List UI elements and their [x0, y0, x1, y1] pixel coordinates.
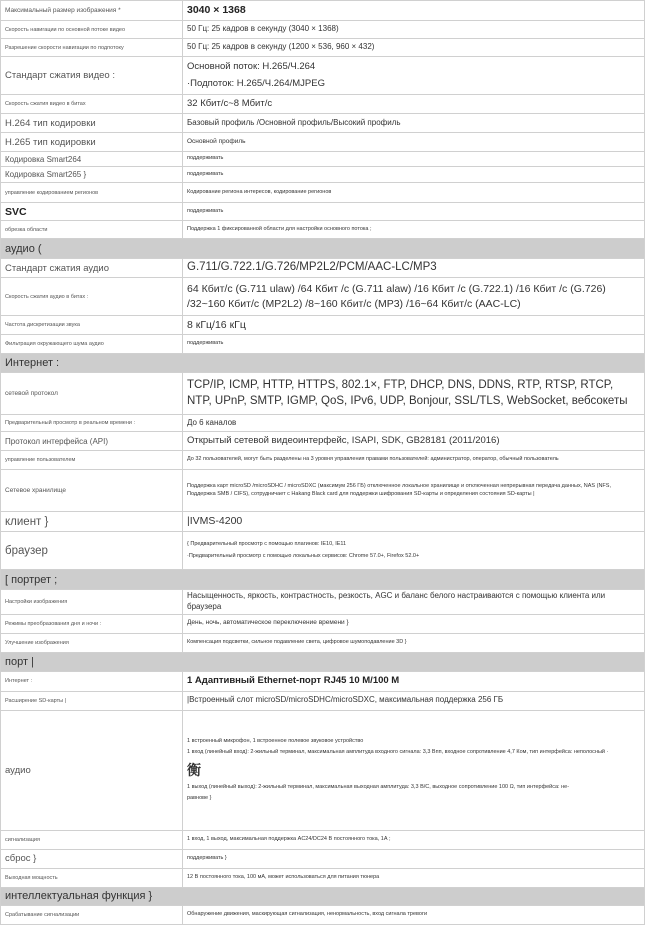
spec-value-line: До 6 каналов [187, 417, 237, 427]
spec-value-line: Обнаружение движения, маскирующая сигнализация, ненормальность, вход сигнала тревоги [187, 910, 428, 917]
spec-value-line: 1 встроенный микрофон, 1 встроенное полевое звуковое устройство [187, 737, 364, 744]
spec-value [183, 432, 645, 451]
spec-row [1, 57, 645, 95]
spec-value [183, 152, 645, 167]
spec-label: H.264 тип кодировки [1, 114, 183, 133]
spec-value-line: { Предварительный просмотр с помощью плагинов: IE10, IE11 [187, 541, 347, 548]
spec-value [183, 512, 645, 532]
spec-label: H.265 тип кодировки [1, 133, 183, 152]
spec-label: Стандарт сжатия видео : [1, 57, 183, 95]
section-title: интеллектуальная функция } [1, 887, 645, 905]
spec-label: SVC [1, 203, 183, 221]
spec-label: Выходная мощность [1, 868, 183, 887]
spec-row [1, 316, 645, 335]
spec-row [1, 133, 645, 152]
spec-value-line: G.711/G.722.1/G.726/MP2L2/PCM/AAC-LC/MP3 [187, 261, 437, 274]
spec-value [183, 830, 645, 849]
spec-value [183, 221, 645, 239]
spec-label: Фильтрация окружающего шума аудио [1, 335, 183, 354]
spec-row [1, 1, 645, 21]
spec-value [183, 691, 645, 710]
spec-label: Сетевое хранилище [1, 470, 183, 512]
spec-value [183, 710, 645, 830]
spec-row [1, 614, 645, 633]
spec-value [183, 633, 645, 652]
spec-row [1, 905, 645, 924]
spec-value-line: поддерживать } [187, 854, 227, 861]
spec-value [183, 21, 645, 39]
spec-value [183, 849, 645, 868]
spec-label: управление пользователем [1, 451, 183, 470]
spec-row [1, 39, 645, 57]
spec-label: аудио [1, 710, 183, 830]
spec-row [1, 470, 645, 512]
spec-row [1, 415, 645, 432]
spec-value [183, 183, 645, 203]
spec-value-line: 12 В постоянного тока, 100 мА, может использоваться для питания тюнера [187, 873, 380, 880]
spec-value-line: поддерживать [187, 207, 224, 214]
spec-value [183, 95, 645, 114]
spec-value-line: 1 выход (линейный выход): 2-жильный терминал, максимальная выходная амплитуда: 3,3 В/С, выходное сопротивление 100 Ω, тип интерфейса: не- [187, 783, 570, 790]
section-header-row [1, 239, 645, 259]
spec-value [183, 671, 645, 691]
spec-value-line: поддерживать [187, 170, 224, 177]
spec-label: Расширение SD-карты | [1, 691, 183, 710]
spec-label: сброс } [1, 849, 183, 868]
spec-row [1, 183, 645, 203]
spec-value-line: поддерживать [187, 340, 224, 347]
spec-value [183, 470, 645, 512]
spec-value [183, 614, 645, 633]
spec-label: управление кодированием регионов [1, 183, 183, 203]
spec-value-line: ·Подпоток: H.265/Ч.264/MJPEG [187, 77, 325, 89]
spec-label: Настройки изображения [1, 590, 183, 615]
spec-label: Кодировка Smart265 } [1, 167, 183, 183]
spec-row [1, 633, 645, 652]
spec-value [183, 114, 645, 133]
spec-label: Режимы преобразования дня и ночи : [1, 614, 183, 633]
spec-value-line: TCP/IP, ICMP, HTTP, HTTPS, 802.1×, FTP, DHCP, DNS, DDNS, RTP, RTSP, RTCP, NTP, UPnP, SMTP, IGMP, QoS, IPv6, UDP, Bonjour, SSL/TLS, WebSocket, вебсокеты [187, 378, 628, 407]
spec-value-line: 50 Гц: 25 кадров в секунду (3040 × 1368) [187, 24, 339, 34]
spec-value-line: День, ночь, автоматическое переключение времени } [187, 619, 349, 627]
spec-value [183, 278, 645, 316]
spec-symbol: 衡 [187, 761, 201, 778]
spec-row [1, 671, 645, 691]
spec-value-line: равнове } [187, 795, 212, 802]
section-header-row [1, 354, 645, 373]
spec-row [1, 152, 645, 167]
spec-value-line: Открытый сетевой видеоинтерфейс, ISAPI, SDK, GB28181 (2011/2016) [187, 434, 500, 446]
spec-row [1, 221, 645, 239]
spec-row [1, 830, 645, 849]
spec-row [1, 532, 645, 570]
spec-row [1, 21, 645, 39]
spec-value [183, 905, 645, 924]
spec-label: сетевой протокол [1, 373, 183, 415]
spec-value-line: Базовый профиль /Основной профиль/Высокий профиль [187, 117, 401, 127]
spec-value [183, 373, 645, 415]
spec-label: Скорость сжатия аудио в битах : [1, 278, 183, 316]
spec-label: браузер [1, 532, 183, 570]
spec-value-line: |IVMS-4200 [187, 515, 243, 528]
spec-value-line: Поддержка карт microSD /microSDHC / microSDXC (максимум 256 ГБ) отключенное локальное хранилище и отключенная непрерывная передача данных, NAS (NFS, Поддержка SMB / CIFS), сотрудничает с Hakang Black card для поддержки шифрования SD-карты и определения состояния SD-карты | [187, 483, 611, 497]
spec-value [183, 167, 645, 183]
spec-value-line: 1 Адаптивный Ethernet-порт RJ45 10 M/100 M [187, 674, 400, 686]
section-title: аудио ( [1, 239, 645, 259]
spec-label: Скорость сжатия видео в битах [1, 95, 183, 114]
section-title: Интернет : [1, 354, 645, 373]
spec-value-line: 3040 × 1368 [187, 4, 246, 17]
spec-label: Стандарт сжатия аудио [1, 259, 183, 278]
spec-value-line: ·Предварительный просмотр с помощью локальных сервисов: Chrome 57.0+, Firefox 52.0+ [187, 552, 420, 559]
spec-row [1, 167, 645, 183]
spec-value [183, 415, 645, 432]
spec-value-line: Основной поток: H.265/Ч.264 [187, 60, 316, 72]
spec-row [1, 710, 645, 830]
spec-row [1, 432, 645, 451]
spec-label: сигнализация [1, 830, 183, 849]
section-title: порт | [1, 652, 645, 671]
section-header-row [1, 887, 645, 905]
spec-value-line: 1 вход, 1 выход, максимальная поддержка AC24/DC24 В постоянного тока, 1А ; [187, 835, 391, 842]
spec-label: Улучшение изображения [1, 633, 183, 652]
spec-value [183, 532, 645, 570]
spec-label: Предварительный просмотр в реальном времени : [1, 415, 183, 432]
spec-row [1, 373, 645, 415]
spec-label: Разрешение скорости навигации по подпотоку [1, 39, 183, 57]
spec-value [183, 590, 645, 615]
spec-label: Частота дискретизации звука [1, 316, 183, 335]
spec-label: Интернет : [1, 671, 183, 691]
spec-row [1, 590, 645, 615]
spec-value-line: Насыщенность, яркость, контрастность, резкость, AGC и баланс белого настраиваются с помощью клиента или браузера [187, 591, 606, 611]
spec-row [1, 868, 645, 887]
section-title: [ портрет ; [1, 570, 645, 590]
spec-value [183, 259, 645, 278]
spec-label: Срабатывание сигнализации [1, 905, 183, 924]
spec-value-line: 8 кГц/16 кГц [187, 318, 246, 331]
spec-row [1, 451, 645, 470]
spec-value-line: 32 Кбит/с~8 Мбит/с [187, 97, 273, 109]
spec-row [1, 335, 645, 354]
spec-value [183, 1, 645, 21]
spec-value-line: Кодирование региона интересов, кодирование регионов [187, 188, 332, 195]
spec-value-line: До 32 пользователей, могут быть разделены на 3 уровня управления правами пользователей: администратор, оператор, обычный пользователь [187, 456, 559, 463]
spec-row [1, 95, 645, 114]
spec-value [183, 451, 645, 470]
spec-label: Максимальный размер изображения * [1, 1, 183, 21]
spec-value [183, 868, 645, 887]
spec-row [1, 512, 645, 532]
spec-table-body [1, 1, 645, 925]
spec-value [183, 39, 645, 57]
spec-label: клиент } [1, 512, 183, 532]
spec-label: обрезка области [1, 221, 183, 239]
spec-row [1, 259, 645, 278]
spec-value [183, 133, 645, 152]
spec-value-line: 64 Кбит/с (G.711 ulaw) /64 Кбит /с (G.711 alaw) /16 Кбит /с (G.722.1) /16 Кбит /с (G.726) /32~160 Кбит/с (MP2L2) /8~160 Кбит/с (MP3) /16~64 Кбит/с (AAC-LC) [187, 283, 606, 310]
spec-row [1, 691, 645, 710]
spec-value [183, 316, 645, 335]
spec-value [183, 57, 645, 95]
spec-value-line: Компенсация подсветки, сильное подавление света, цифровое шумоподавление 3D } [187, 638, 407, 645]
spec-label: Протокол интерфейса (API) [1, 432, 183, 451]
section-header-row [1, 652, 645, 671]
spec-row [1, 203, 645, 221]
spec-value-line: Основной профиль [187, 137, 246, 145]
spec-row [1, 278, 645, 316]
spec-row [1, 849, 645, 868]
spec-value-line: поддерживать [187, 155, 224, 162]
spec-value-line: |Встроенный слот microSD/microSDHC/microSDXC, максимальная поддержка 256 ГБ [187, 695, 504, 705]
spec-value [183, 203, 645, 221]
spec-row [1, 114, 645, 133]
spec-label: Скорость навигации по основной потоке видео [1, 21, 183, 39]
spec-value [183, 335, 645, 354]
spec-label: Кодировка Smart264 [1, 152, 183, 167]
spec-value-line: Поддержка 1 фиксированной области для настройки основного потока ; [187, 225, 372, 232]
spec-value-line: 1 вход (линейный вход): 2-жильный терминал, максимальная амплитуда входного сигнала: 3,3 Впп, входное сопротивление 4,7 Ком, тип интерфейса: неполосный · [187, 749, 609, 756]
spec-value-line: 50 Гц: 25 кадров в секунду (1200 × 536, 960 × 432) [187, 42, 375, 52]
section-header-row [1, 570, 645, 590]
